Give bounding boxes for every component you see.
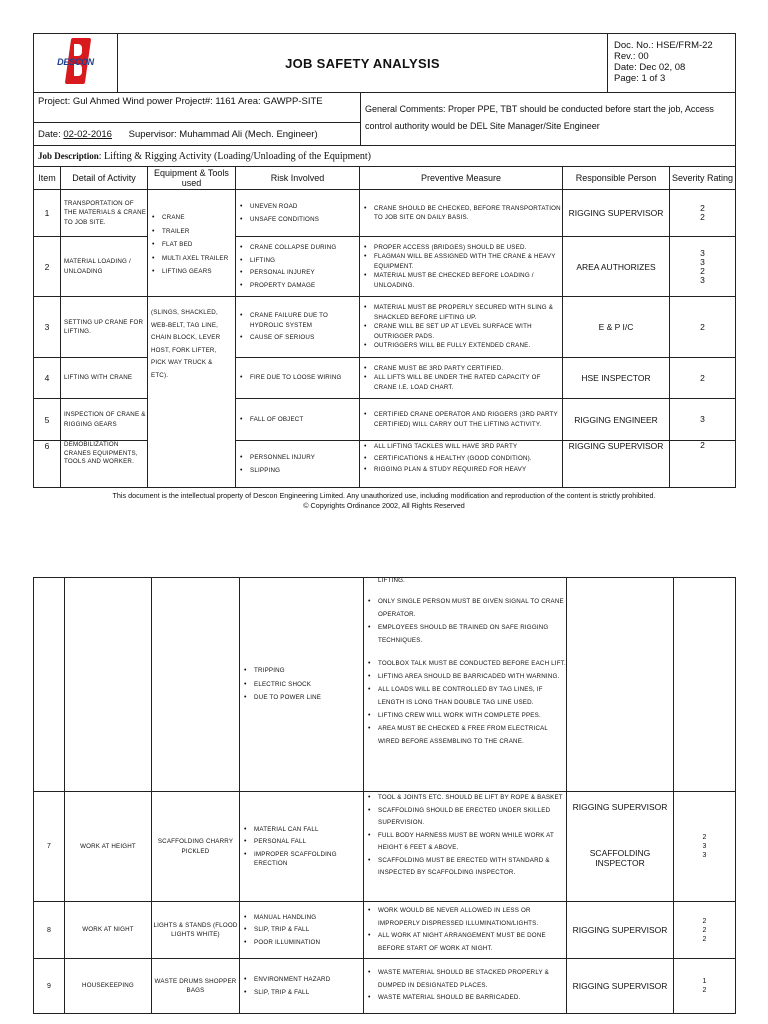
list-item: • DUE TO POWER LINE (244, 693, 363, 703)
continued-text: LIFTING. (378, 577, 406, 584)
table-row (34, 358, 736, 399)
list-item: • SCAFFOLDING SHOULD BE ERECTED UNDER SKILLED SUPERVISION. (368, 805, 566, 830)
list-item: • FLAGMAN WILL BE ASSIGNED WITH THE CRANE & HEAVY EQUIPMENT. (364, 252, 562, 271)
col-person: Responsible Person (563, 167, 670, 190)
row-person: RIGGING SUPERVISOR (567, 902, 674, 959)
doc-no: Doc. No.: HSE/FRM-22 (614, 40, 713, 51)
list-item: • TRIPPING (244, 666, 363, 676)
list-item: • UNSAFE CONDITIONS (240, 215, 359, 225)
row-risks (240, 792, 364, 902)
list-item: • AREA MUST BE CHECKED & FREE FROM ELECTRICAL WIRED BEFORE ASSEMBLING TO THE CRANE. (368, 722, 566, 748)
date-supervisor-line (34, 123, 361, 146)
list-item: • LIFTING (240, 256, 359, 266)
list-item: • WASTE MATERIAL SHOULD BE STACKED PROPERLY & DUMPED IN DESIGNATED PLACES. (368, 967, 566, 992)
document-title: JOB SAFETY ANALYSIS (118, 34, 608, 93)
severity-value: 2 (702, 935, 707, 943)
row-item: 8 (34, 902, 65, 959)
severity-value: 1 (702, 978, 707, 985)
list-item: • MATERIAL CAN FALL (244, 825, 363, 835)
row-equipment (152, 578, 240, 792)
jsa-table-page-2 (33, 577, 736, 1014)
row-measures (364, 902, 567, 959)
doc-date: Date: Dec 02, 08 (614, 62, 686, 73)
info-table (33, 92, 736, 167)
row-item: 1 (34, 190, 61, 237)
row-person: RIGGING SUPERVISOR (563, 441, 670, 488)
job-description-label: Job Description (38, 150, 99, 161)
list-item: • WORK WOULD BE NEVER ALLOWED IN LESS OR IMPROPERLY DISPRESSED ILLUMINATION/LIGHTS. (368, 905, 566, 930)
row-person: E & P I/C (563, 297, 670, 358)
row-item: 7 (34, 792, 65, 902)
list-item: • FALL OF OBJECT (240, 415, 359, 425)
severity-value: 2 (700, 212, 705, 222)
row-item: 4 (34, 358, 61, 399)
col-risk: Risk Involved (236, 167, 360, 190)
doc-page: Page: 1 of 3 (614, 73, 666, 84)
row-equipment: LIGHTS & STANDS (FLOOD LIGHTS WHITE) (152, 902, 240, 959)
footer-line-2: © Copyrights Ordinance 2002, All Rights Reserved (303, 500, 465, 510)
list-item: • PERSONNEL INJURY (240, 453, 359, 463)
row-activity: HOUSEKEEPING (65, 959, 152, 1014)
descon-logo (54, 38, 98, 84)
row-measures (364, 578, 567, 792)
row-measures (364, 959, 567, 1014)
row-severity (674, 792, 736, 902)
list-item: • PERSONAL INJUREY (240, 268, 359, 278)
severity-value: 3 (702, 843, 707, 850)
col-measure: Preventive Measure (360, 167, 563, 190)
list-item: • LIFTING CREW WILL WORK WITH COMPLETE PPES. (368, 709, 566, 722)
list-item: • CERTIFIED CRANE OPERATOR AND RIGGERS (3RD PARTY CERTIFIED) WILL CARRY OUT THE LIFTING ACTIVITY. (364, 410, 562, 429)
row-activity: LIFTING WITH CRANE (61, 358, 148, 399)
table-row (34, 902, 736, 959)
row-item: 9 (34, 959, 65, 1014)
row-activity: INSPECTION OF CRANE & RIGGING GEARS (61, 399, 148, 441)
doc-meta (608, 34, 736, 93)
table-row (34, 399, 736, 441)
row-measures (360, 441, 563, 488)
row-risks (236, 297, 360, 358)
list-item: • CAUSE OF SERIOUS (240, 333, 359, 343)
col-activity: Detail of Activity (61, 167, 148, 190)
list-item: • MATERIAL MUST BE PROPERLY SECURED WITH SLING & SHACKLED BEFORE LIFTING UP. (364, 303, 562, 322)
severity-value: 2 (700, 440, 705, 450)
row-person (567, 578, 674, 792)
supervisor: Supervisor: Muhammad Ali (Mech. Engineer) (128, 128, 318, 140)
row-risks (236, 399, 360, 441)
severity-value: 2 (700, 265, 705, 276)
project-line: Project: Gul Ahmed Wind power Project#: 1161 Area: GAWPP-SITE (34, 93, 361, 123)
row-severity (674, 578, 736, 792)
row-person: RIGGING ENGINEER (563, 399, 670, 441)
row-item (34, 578, 65, 792)
table-row-continued (34, 578, 736, 792)
row-activity: DEMOBILIZATION CRANES EQUIPMENTS, TOOLS AND WORKER. (61, 441, 148, 488)
severity-value: 2 (702, 926, 707, 934)
list-item: • WASTE MATERIAL SHOULD BE BARRICADED. (368, 992, 566, 1005)
row-activity: TRANSPORTATION OF THE MATERIALS & CRANE TO JOB SITE. (61, 190, 148, 237)
row-measures (360, 297, 563, 358)
list-item: • ONLY SINGLE PERSON MUST BE GIVEN SIGNAL TO CRANE OPERATOR. (368, 595, 566, 621)
list-item: • POOR ILLUMINATION (244, 938, 363, 948)
row-activity (65, 578, 152, 792)
list-item: • ELECTRIC SHOCK (244, 680, 363, 690)
list-item: • LIFTING GEARS (152, 267, 235, 277)
table-row (34, 297, 736, 358)
list-item: • CRANE FAILURE DUE TO HYDROLIC SYSTEM (240, 311, 359, 330)
row-severity (670, 190, 736, 237)
severity-value: 3 (700, 274, 705, 285)
row-measures (364, 792, 567, 902)
col-severity: Severity Rating (670, 167, 736, 190)
row-risks (236, 237, 360, 297)
person-secondary: SCAFFOLDING INSPECTOR (589, 848, 651, 868)
list-item: • TOOL & JOINTS ETC. SHOULD BE LIFT BY ROPE & BASKET (368, 792, 566, 805)
list-item: • CERTIFICATIONS & HEALTHY (GOOD CONDITION). (364, 454, 562, 464)
list-item: • CRANE MUST BE 3RD PARTY CERTIFIED. (364, 364, 562, 374)
list-item: • LIFTING AREA SHOULD BE BARRICADED WITH WARNING. (368, 670, 566, 683)
row-severity (670, 237, 736, 297)
row-measures (360, 358, 563, 399)
severity-value: 2 (702, 917, 707, 925)
header-table (33, 33, 736, 93)
job-description-value: : Lifting & Rigging Activity (Loading/Unloading of the Equipment) (98, 150, 371, 162)
table-row (34, 190, 736, 237)
list-item: • ENVIRONMENT HAZARD (244, 975, 363, 985)
row-severity (674, 902, 736, 959)
table-row (34, 237, 736, 297)
row-severity (674, 959, 736, 1014)
row-equipment: WASTE DRUMS SHOPPER BAGS (152, 959, 240, 1014)
severity-value: 2 (700, 372, 705, 383)
list-item: • TOOLBOX TALK MUST BE CONDUCTED BEFORE EACH LIFT. (368, 657, 566, 670)
doc-rev: Rev.: 00 (614, 51, 649, 62)
list-item: • FLAT BED (152, 240, 235, 250)
list-item: • PROPER ACCESS (BRIDGES) SHOULD BE USED. (364, 243, 562, 253)
severity-value: 2 (700, 203, 705, 213)
row-risks (236, 190, 360, 237)
list-item: • UNEVEN ROAD (240, 202, 359, 212)
row-activity: WORK AT NIGHT (65, 902, 152, 959)
row-severity (670, 358, 736, 399)
equipment-notes: (SLINGS, SHACKLED, WEB-BELT, TAG LINE, CHAIN BLOCK, LEVER HOST, FORK LIFTER, PICK WAY TRUCK & ETC). (148, 297, 236, 488)
row-risks (240, 578, 364, 792)
equipment-list (148, 190, 236, 297)
severity-value: 2 (702, 834, 707, 841)
row-activity: SETTING UP CRANE FOR LIFTING. (61, 297, 148, 358)
row-risks (240, 902, 364, 959)
list-item: • CRANE COLLAPSE DURING (240, 243, 359, 253)
severity-value: 3 (700, 414, 705, 424)
row-measures (360, 399, 563, 441)
table-row (34, 441, 736, 488)
col-equipment: Equipment & Tools used (148, 167, 236, 190)
general-comments: General Comments: Proper PPE, TBT should be conducted before start the job, Access control authority would be DEL Site Manager/Site Engineer (361, 93, 736, 146)
row-person: HSE INSPECTOR (563, 358, 670, 399)
list-item: • MANUAL HANDLING (244, 913, 363, 923)
table-row (34, 792, 736, 902)
logo-text: DESCON (57, 56, 94, 67)
list-item: • SCAFFOLDING MUST BE ERECTED WITH STANDARD & INSPECTED BY SCAFFOLDING INSPECTOR. (368, 855, 566, 880)
row-person: RIGGING SUPERVISOR (567, 959, 674, 1014)
jsa-table-page-1 (33, 166, 736, 488)
list-item: • FULL BODY HARNESS MUST BE WORN WHILE WORK AT HEIGHT 6 FEET & ABOVE. (368, 830, 566, 855)
list-item: • OUTRIGGERS WILL BE FULLY EXTENDED CRANE. (364, 341, 562, 351)
severity-value: 3 (702, 852, 707, 859)
list-item: • ALL LOADS WILL BE CONTROLLED BY TAG LINES, IF LENGTH IS LONG THAN DOUBLE TAG LINE USED. (368, 683, 566, 709)
row-person: RIGGING SUPERVISOR (563, 190, 670, 237)
list-item: • IMPROPER SCAFFOLDING ERECTION (244, 850, 363, 869)
table-row (34, 959, 736, 1014)
row-severity (670, 441, 736, 488)
list-item: • MULTI AXEL TRAILER (152, 254, 235, 264)
list-item: • CRANE WILL BE SET UP AT LEVEL SURFACE WITH OUTRIGGER PADS. (364, 322, 562, 341)
list-item: • PERSONAL FALL (244, 837, 363, 847)
row-risks (236, 441, 360, 488)
logo-cell (34, 34, 118, 93)
list-item: • SLIPPING (240, 466, 359, 476)
row-person (567, 792, 674, 902)
list-item: • RIGGING PLAN & STUDY REQUIRED FOR HEAVY (364, 465, 562, 475)
date-value: 02-02-2016 (63, 128, 112, 140)
severity-value: 3 (700, 247, 705, 258)
list-item: • CRANE (152, 213, 235, 223)
list-item: • MATERIAL MUST BE CHECKED BEFORE LOADING / UNLOADING. (364, 271, 562, 290)
list-item: • ALL LIFTS WILL BE UNDER THE RATED CAPACITY OF CRANE I.E. LOAD CHART. (364, 373, 562, 392)
col-item: Item (34, 167, 61, 190)
row-measures (360, 190, 563, 237)
person-primary: RIGGING SUPERVISOR (572, 802, 668, 812)
list-item: • ALL WORK AT NIGHT ARRANGEMENT MUST BE DONE BEFORE START OF WORK AT NIGHT. (368, 930, 566, 955)
list-item: • TRAILER (152, 227, 235, 237)
row-person: AREA AUTHORIZES (563, 237, 670, 297)
row-item: 6 (34, 441, 61, 488)
footer-line-1: This document is the intellectual property of Descon Engineering Limited. Any unauthorized use, including modification and reproduction of the content is strictly prohibited. (112, 491, 656, 500)
date-label: Date: (38, 128, 64, 140)
row-severity (670, 399, 736, 441)
row-item: 3 (34, 297, 61, 358)
job-description (34, 146, 736, 167)
list-item: • SLIP, TRIP & FALL (244, 925, 363, 935)
list-item: • PROPERTY DAMAGE (240, 281, 359, 291)
row-equipment: SCAFFOLDING CHARRY PICKLED (152, 792, 240, 902)
list-item: • SLIP, TRIP & FALL (244, 988, 363, 998)
row-risks (240, 959, 364, 1014)
row-activity: MATERIAL LOADING / UNLOADING (61, 237, 148, 297)
severity-value: 3 (700, 256, 705, 267)
list-item: • ALL LIFTING TACKLES WILL HAVE 3RD PARTY (364, 442, 562, 452)
row-risks (236, 358, 360, 399)
row-activity: WORK AT HEIGHT (65, 792, 152, 902)
list-item: • FIRE DUE TO LOOSE WIRING (240, 373, 359, 383)
row-severity (670, 297, 736, 358)
severity-value: 2 (702, 987, 707, 994)
row-item: 5 (34, 399, 61, 441)
footer-notice (33, 491, 735, 510)
row-item: 2 (34, 237, 61, 297)
list-item: • EMPLOYEES SHOULD BE TRAINED ON SAFE RIGGING TECHNIQUES. (368, 621, 566, 647)
severity-value: 2 (700, 321, 705, 332)
list-item: • CRANE SHOULD BE CHECKED, BEFORE TRANSPORTATION TO JOB SITE ON DAILY BASIS. (364, 204, 562, 223)
row-measures (360, 237, 563, 297)
column-header-row (34, 167, 736, 190)
